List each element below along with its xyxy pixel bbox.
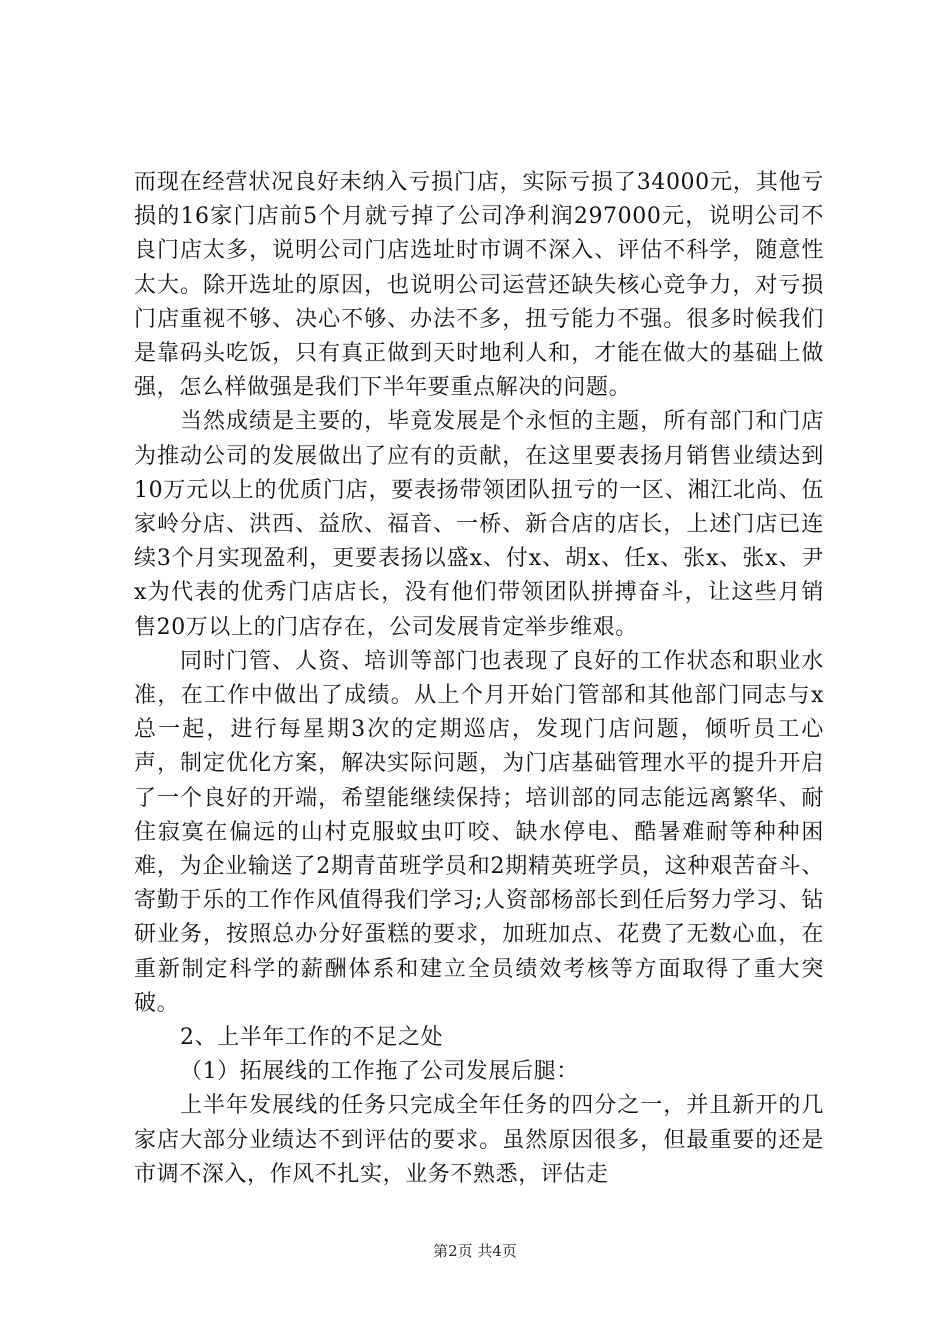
paragraph-4: 上半年发展线的任务只完成全年任务的四分之一，并且新开的几家店大部分业绩达不到评估的要求。虽然原因很多，但最重要的还是市调不深入，作风不扎实，业务不熟悉，评估走 [134, 1093, 824, 1187]
subsection-heading: （1）拓展线的工作拖了公司发展后腿： [180, 1059, 579, 1085]
paragraph-2: 当然成绩是主要的，毕竟发展是个永恒的主题，所有部门和门店为推动公司的发展做出了应有的贡献，在这里要表扬月销售业绩达到10万元以上的优质门店，要表扬带领团队扭亏的一区、湘江北尚、伍家岭分店、洪西、益欣、福音、一桥、新合店的店长，上述门店已连续3个月实现盈利，更要表扬以盛x、付x、胡x、任x、张x、张x、尹x为代表的优秀门店店长，没有他们带领团队拼搏奋斗，让这些月销售20万以上的门店存在，公司发展肯定举步维艰。 [134, 409, 824, 640]
page-number-footer: 第2页 共4页 [433, 1242, 517, 1260]
document-body [134, 166, 824, 1192]
section-heading: 2、上半年工作的不足之处 [180, 1025, 444, 1051]
paragraph-3: 同时门管、人资、培训等部门也表现了良好的工作状态和职业水准，在工作中做出了成绩。从上个月开始门管部和其他部门同志与x总一起，进行每星期3次的定期巡店，发现门店问题，倾听员工心声，制定优化方案，解决实际问题，为门店基础管理水平的提升开启了一个良好的开端，希望能继续保持；培训部的同志能远离繁华、耐住寂寞在偏远的山村克服蚊虫叮咬、缺水停电、酷暑难耐等种种困难，为企业输送了2期青苗班学员和2期精英班学员，这种艰苦奋斗、寄勤于乐的工作作风值得我们学习;人资部杨部长到任后努力学习、钻研业务，按照总办分好蛋糕的要求，加班加点、花费了无数心血，在重新制定科学的薪酬体系和建立全员绩效考核等方面取得了重大突破。 [134, 648, 824, 1016]
paragraph-1: 而现在经营状况良好未纳入亏损门店，实际亏损了34000元，其他亏损的16家门店前5个月就亏掉了公司净利润297000元，说明公司不良门店太多，说明公司门店选址时市调不深入、评估不科学，随意性太大。除开选址的原因，也说明公司运营还缺失核心竞争力，对亏损门店重视不够、决心不够、办法不多，扭亏能力不强。很多时候我们是靠码头吃饭，只有真正做到天时地利人和，才能在做大的基础上做强，怎么样做强是我们下半年要重点解决的问题。 [134, 170, 824, 401]
